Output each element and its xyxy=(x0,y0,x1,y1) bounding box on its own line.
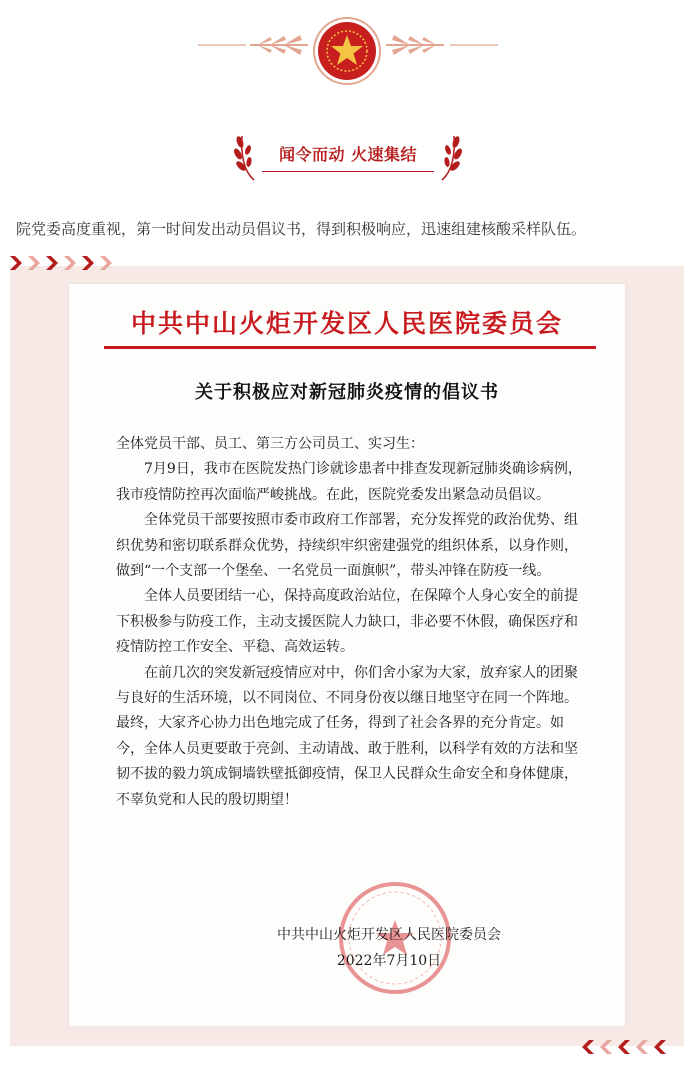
fan-ornament-right-icon xyxy=(382,34,444,56)
emblem-badge xyxy=(318,22,376,80)
section-heading xyxy=(0,128,694,184)
chevron-right-icon xyxy=(26,256,42,270)
letter-header-rule xyxy=(104,346,596,349)
section-heading-text: 闻令而动 火速集结 xyxy=(278,145,418,164)
chevron-left-icon xyxy=(598,1040,614,1054)
letter-paragraph: 在前几次的突发新冠疫情应对中，你们舍小家为大家，放弃家人的团聚与良好的生活环境，以不同岗位、不同身份夜以继日地坚守在同一个阵地。最终，大家齐心协力出色地完成了任务，得到了社会各界的充分肯定。如今，全体人员更要敢于亮剑、主动请战、敢于胜利，以科学有效的方法和坚韧不拔的毅力筑成铜墙铁壁抵御疫情，保卫人民群众生命安全和身体健康，不辜负党和人民的殷切期望！ xyxy=(116,664,578,808)
laurel-right-icon xyxy=(436,128,464,184)
divider-line-left xyxy=(198,44,246,46)
letter-salutation: 全体党员干部、员工、第三方公司员工、实习生： xyxy=(116,436,424,452)
chevron-left-icon xyxy=(580,1040,596,1054)
letter-paragraph: 全体人员要团结一心，保持高度政治站位，在保障个人身心安全的前提下积极参与防疫工作，主动支援医院人力缺口，非必要不休假，确保医疗和疫情防控工作安全、平稳、高效运转。 xyxy=(116,588,578,656)
divider-line-right xyxy=(450,44,498,46)
letter-paragraph: 全体党员干部要按照市委市政府工作部署，充分发挥党的政治优势、组织优势和密切联系群众优势，持续织牢织密建强党的组织体系，以身作则，做到“一个支部一个堡垒、一名党员一面旗帜”，带头冲锋在防疫一线。 xyxy=(116,512,578,580)
letter-body xyxy=(116,432,586,813)
chevron-right-icon xyxy=(44,256,60,270)
intro-text: 院党委高度重视，第一时间发出动员倡议书，得到积极响应，迅速组建核酸采样队伍。 xyxy=(16,220,587,238)
letter-signature: 中共中山火炬开发区人民医院委员会 xyxy=(277,927,501,943)
chevron-right-icon xyxy=(98,256,114,270)
chevron-decoration-top xyxy=(8,256,114,270)
chevron-right-icon xyxy=(8,256,24,270)
letter-title: 关于积极应对新冠肺炎疫情的倡议书 xyxy=(195,382,499,403)
chevron-decoration-bottom xyxy=(580,1040,668,1054)
letter-org-header: 中共中山火炬开发区人民医院委员会 xyxy=(130,309,563,338)
letter-date: 2022年7月10日 xyxy=(336,953,442,969)
fan-ornament-left-icon xyxy=(250,34,312,56)
chevron-left-icon xyxy=(634,1040,650,1054)
chevron-right-icon xyxy=(80,256,96,270)
letter-signature-block xyxy=(239,922,539,974)
chevron-right-icon xyxy=(62,256,78,270)
heading-underline xyxy=(262,171,434,172)
chevron-left-icon xyxy=(652,1040,668,1054)
red-star-icon xyxy=(325,29,369,73)
letter-paragraph: 7月9日，我市在医院发热门诊就诊患者中排查发现新冠肺炎确诊病例，我市疫情防控再次面临严峻挑战。在此，医院党委发出紧急动员倡议。 xyxy=(116,461,582,503)
chevron-left-icon xyxy=(616,1040,632,1054)
proposal-letter xyxy=(69,284,625,1026)
top-decoration xyxy=(0,0,694,90)
laurel-left-icon xyxy=(232,128,260,184)
